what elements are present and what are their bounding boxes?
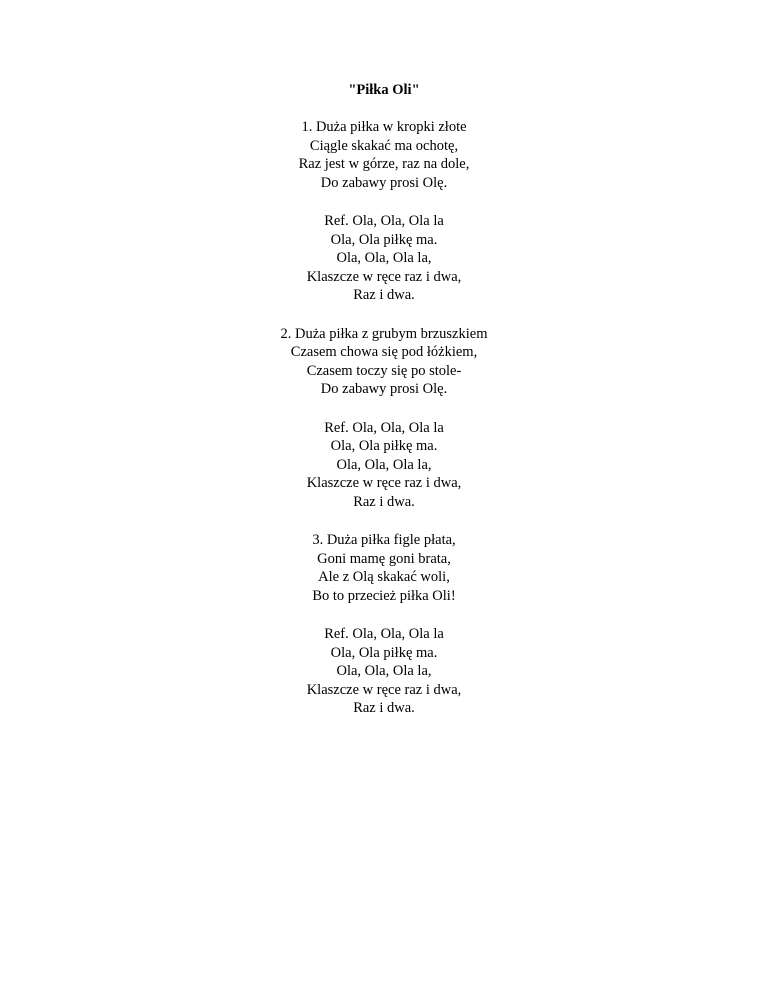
verse-line: Czasem chowa się pod łóżkiem,	[290, 344, 478, 360]
verse-2	[0, 325, 768, 399]
refrain-line: Ola, Ola piłkę ma.	[330, 438, 438, 454]
refrain-line: Ola, Ola, Ola la,	[336, 250, 432, 266]
verse-line: 2. Duża piłka z grubym brzuszkiem	[280, 325, 488, 342]
refrain-line: Ref. Ola, Ola, Ola la	[324, 626, 444, 642]
refrain-line: Raz i dwa.	[353, 493, 415, 510]
refrain-line: Raz i dwa.	[353, 700, 415, 716]
verse-line: Raz jest w górze, raz na dole,	[298, 156, 470, 172]
verse-line: 1. Duża piłka w kropki złote	[301, 119, 467, 135]
refrain-line: Ola, Ola piłkę ma.	[330, 231, 438, 248]
refrain-line: Ref. Ola, Ola, Ola la	[324, 419, 444, 436]
refrain-line: Ref. Ola, Ola, Ola la	[324, 213, 444, 229]
refrain-line: Ola, Ola piłkę ma.	[330, 644, 438, 661]
verse-line: Goni mamę goni brata,	[317, 550, 451, 567]
verse-line: Ciągle skakać ma ochotę,	[309, 137, 459, 154]
refrain-3	[0, 625, 768, 718]
verse-1	[0, 118, 768, 192]
verse-line: Ale z Olą skakać woli,	[318, 569, 450, 585]
verse-line: Czasem toczy się po stole-	[306, 362, 462, 379]
refrain-line: Klaszcze w ręce raz i dwa,	[306, 475, 462, 491]
refrain-line: Ola, Ola, Ola la,	[336, 456, 432, 473]
song-title: "Piłka Oli"	[348, 82, 420, 98]
refrain-line: Raz i dwa.	[353, 287, 415, 303]
verse-line: Do zabawy prosi Olę.	[320, 381, 448, 397]
refrain-line: Ola, Ola, Ola la,	[336, 663, 432, 679]
refrain-1	[0, 212, 768, 305]
verse-line: 3. Duża piłka figle płata,	[312, 532, 456, 548]
verse-line: Bo to przecież piłka Oli!	[312, 587, 456, 604]
refrain-line: Klaszcze w ręce raz i dwa,	[306, 268, 462, 285]
verse-3	[0, 531, 768, 605]
refrain-2	[0, 419, 768, 512]
verse-line: Do zabawy prosi Olę.	[320, 174, 448, 191]
refrain-line: Klaszcze w ręce raz i dwa,	[306, 681, 462, 698]
